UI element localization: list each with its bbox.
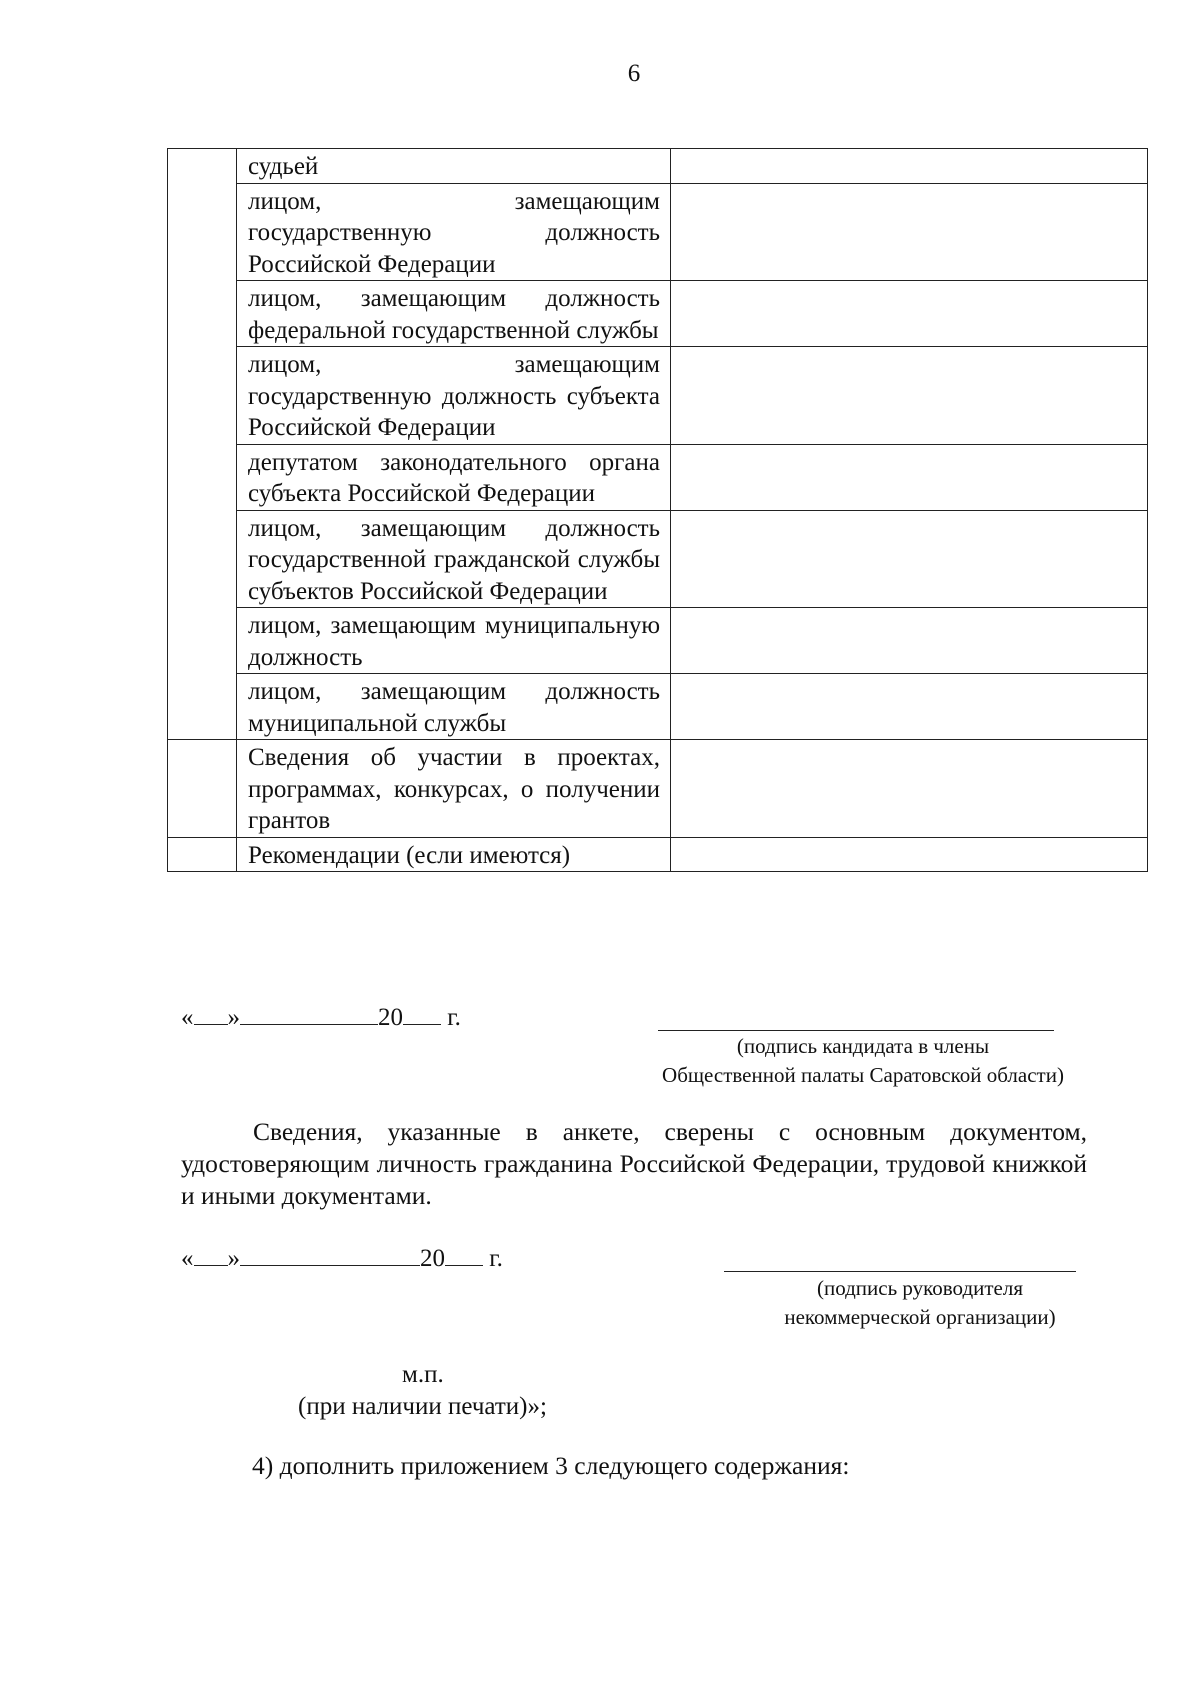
caption-line: (подпись руководителя [816,1276,1024,1300]
day-blank [194,1243,228,1266]
year-suffix: г. [489,1245,503,1272]
date-field-2 [181,1243,503,1273]
stamp-note: (при наличии печати)»; [298,1393,547,1420]
amendment-clause: 4) дополнить приложением 3 следующего содержания: [252,1451,850,1480]
close-quote: » [227,1245,240,1272]
row-label: лицом, замещающим государственную должность субъекта Российской Федерации [237,347,671,445]
day-blank [194,1002,228,1025]
table-row [168,183,1148,281]
row-label: Рекомендации (если имеются) [237,837,671,872]
year-prefix: 20 [378,1004,403,1031]
table-row [168,740,1148,838]
row-value-cell [671,837,1148,872]
caption-line: Общественной палаты Саратовской области) [662,1063,1064,1087]
row-label: лицом, замещающим должность муниципальной службы [237,674,671,740]
row-label: лицом, замещающим должность федеральной государственной службы [237,281,671,347]
row-value-cell [671,347,1148,445]
table-row [168,510,1148,608]
row-value-cell [671,740,1148,838]
year-suffix: г. [447,1004,461,1031]
year-blank [403,1002,441,1025]
open-quote: « [181,1004,194,1031]
row-value-cell [671,674,1148,740]
row-number-cell [168,837,237,872]
table-row [168,837,1148,872]
table-row [168,608,1148,674]
row-label: Сведения об участии в проектах, программах, конкурсах, о получении грантов [237,740,671,838]
verification-paragraph: Сведения, указанные в анкете, сверены с основным документом, удостоверяющим личность гражданина Российской Федерации, трудовой книжкой и иными документами. [181,1117,1087,1210]
signature-line-1 [658,1030,1054,1031]
signature-line-2 [724,1271,1076,1272]
row-label: лицом, замещающим государственную должность Российской Федерации [237,183,671,281]
page-number: 6 [627,60,641,87]
row-number-cell [168,149,237,740]
signature-caption-2 [740,1274,1100,1332]
close-quote: » [227,1004,240,1031]
year-blank [445,1243,483,1266]
row-value-cell [671,444,1148,510]
row-value-cell [671,608,1148,674]
row-label: лицом, замещающим должность государственной гражданской службы субъектов Российской Федерации [237,510,671,608]
stamp-label: м.п. [402,1361,444,1388]
year-prefix: 20 [420,1245,445,1272]
month-blank [240,1002,378,1025]
caption-line: некоммерческой организации) [784,1305,1056,1329]
row-label: лицом, замещающим муниципальную должность [237,608,671,674]
row-value-cell [671,281,1148,347]
candidate-info-table [167,148,1148,872]
month-blank [240,1243,420,1266]
table-row [168,444,1148,510]
row-number-cell [168,740,237,838]
date-field-1 [181,1002,461,1032]
row-value-cell [671,183,1148,281]
table-row [168,674,1148,740]
row-value-cell [671,149,1148,184]
caption-line: (подпись кандидата в члены [736,1034,990,1058]
open-quote: « [181,1245,194,1272]
row-label: судьей [237,149,671,184]
table-row [168,149,1148,184]
row-value-cell [671,510,1148,608]
table-row [168,347,1148,445]
row-label: депутатом законодательного органа субъекта Российской Федерации [237,444,671,510]
signature-caption-1 [620,1032,1106,1090]
table-row [168,281,1148,347]
